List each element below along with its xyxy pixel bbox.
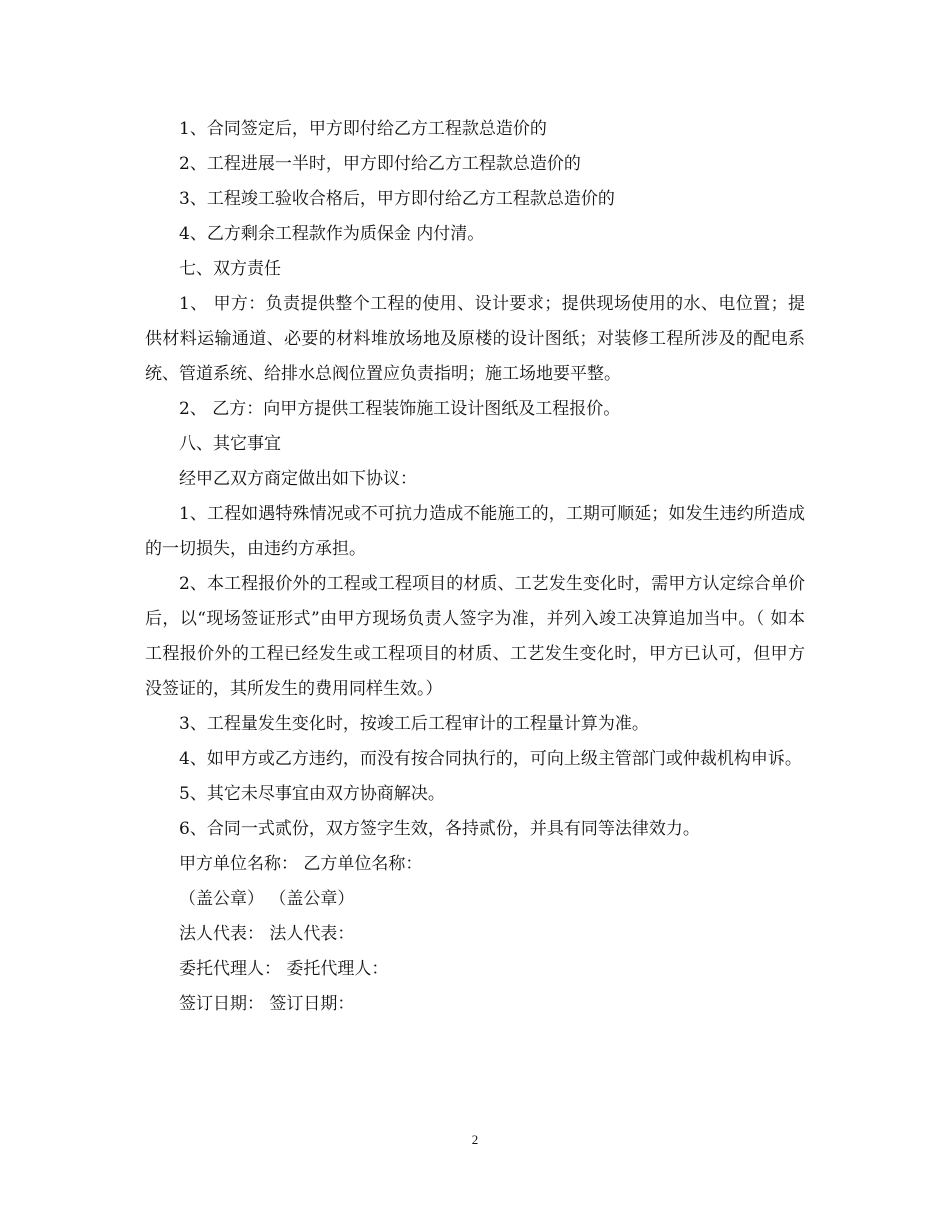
- signature-line: （盖公章） （盖公章）: [179, 889, 355, 909]
- paragraph: 3、工程竣工验收合格后，甲方即付给乙方工程款总造价的: [179, 189, 615, 209]
- paragraph: 1、工程如遇特殊情况或不可抗力造成不能施工的，工期可顺延；如发生违约所造成的一切损失，由违约方承担。: [145, 504, 805, 559]
- paragraph: 经甲乙双方商定做出如下协议：: [179, 469, 417, 489]
- page-number: 2: [471, 1132, 479, 1147]
- paragraph: 2、本工程报价外的工程或工程项目的材质、工艺发生变化时，需甲方认定综合单价后，以“现场签证形式”由甲方现场负责人签字为准，并列入竣工决算追加当中。（ 如本工程报价外的工程已经发生或工程项目的材质、工艺发生变化时，甲方已认可，但甲方没签证的，其所发生的费用同样生效。）: [145, 574, 805, 699]
- signature-line: 法人代表： 法人代表：: [179, 924, 355, 944]
- paragraph: 1、 甲方：负责提供整个工程的使用、设计要求；提供现场使用的水、电位置；提供材料运输通道、必要的材料堆放场地及原楼的设计图纸；对装修工程所涉及的配电系统、管道系统、给排水总阀位置应负责指明；施工场地要平整。: [145, 294, 805, 384]
- paragraph: 3、工程量发生变化时，按竣工后工程审计的工程量计算为准。: [179, 714, 649, 734]
- signature-line: 签订日期： 签订日期：: [179, 994, 355, 1014]
- paragraph: 6、合同一式贰份，双方签字生效，各持贰份，并具有同等法律效力。: [179, 819, 700, 839]
- section-heading: 八、其它事宜: [179, 434, 281, 454]
- paragraph: 5、其它未尽事宜由双方协商解决。: [179, 784, 445, 804]
- document-body: [145, 112, 805, 1022]
- paragraph: 1、合同签定后，甲方即付给乙方工程款总造价的: [179, 119, 547, 139]
- section-heading: 七、双方责任: [179, 259, 281, 279]
- paragraph: 4、乙方剩余工程款作为质保金 内付清。: [179, 224, 485, 244]
- signature-line: 甲方单位名称： 乙方单位名称：: [179, 854, 423, 874]
- paragraph: 2、 乙方：向甲方提供工程装饰施工设计图纸及工程报价。: [179, 399, 621, 419]
- paragraph: 2、工程进展一半时，甲方即付给乙方工程款总造价的: [179, 154, 581, 174]
- paragraph: 4、如甲方或乙方违约，而没有按合同执行的，可向上级主管部门或仲裁机构申诉。: [179, 749, 802, 769]
- signature-line: 委托代理人： 委托代理人：: [179, 959, 389, 979]
